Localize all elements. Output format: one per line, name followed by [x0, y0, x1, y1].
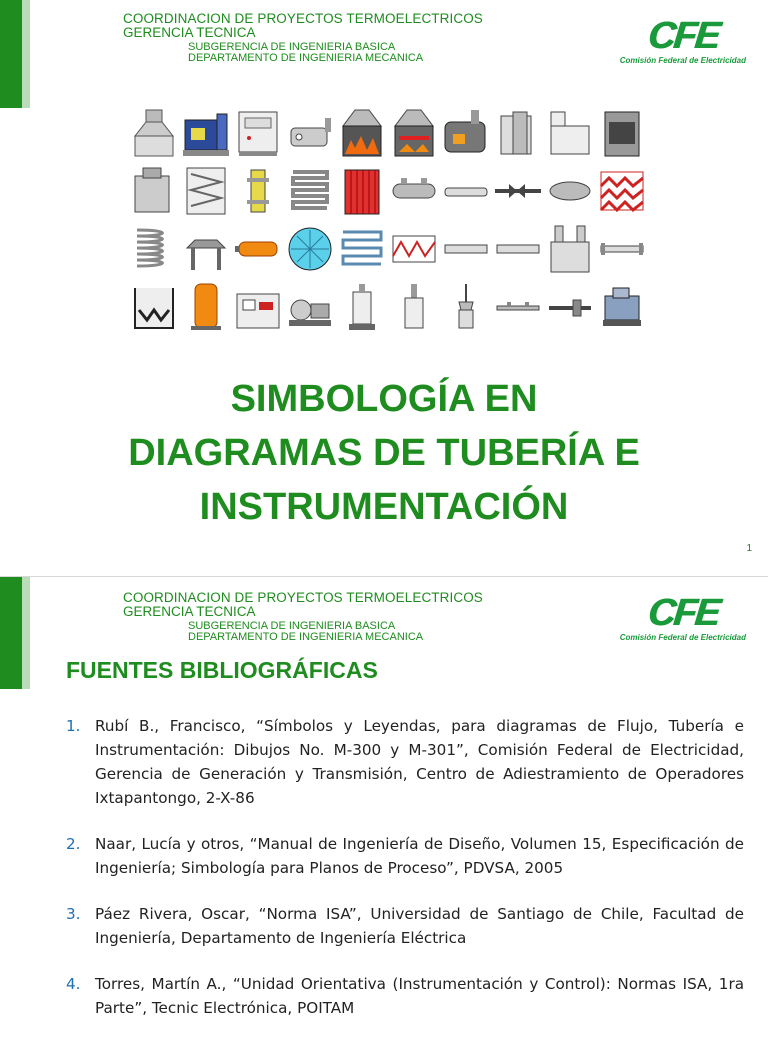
- blank-symbol: [648, 104, 700, 162]
- boiler-symbol: [180, 104, 232, 162]
- pump-symbol: [284, 278, 336, 336]
- compressor-symbol: [336, 278, 388, 336]
- stack-symbol: [128, 104, 180, 162]
- title-line-1: SIMBOLOGÍA EN: [230, 378, 538, 420]
- pipe-segment-symbol: [492, 220, 544, 278]
- pipe-segment-symbol: [440, 220, 492, 278]
- reference-text: Páez Rivera, Oscar, “Norma ISA”, Universidad de Santiago de Chile, Facultad de Ingeniería, Departamento de Ingeniería Eléctrica: [95, 905, 744, 947]
- cfe-logo-subtitle: Comisión Federal de Electricidad: [619, 56, 746, 65]
- furnace-symbol: [336, 104, 388, 162]
- reference-list: [66, 714, 744, 1042]
- heat-exchanger-plate-symbol: [180, 162, 232, 220]
- fired-heater-symbol: [388, 104, 440, 162]
- vessel-symbol: [544, 162, 596, 220]
- page-number: 1: [746, 543, 752, 554]
- oven-symbol: [596, 104, 648, 162]
- pipe-fitting-symbol: [596, 220, 648, 278]
- fan-symbol: [284, 220, 336, 278]
- generator-unit-symbol: [232, 278, 284, 336]
- header-line-3: SUBGERENCIA DE INGENIERIA BASICA: [188, 41, 396, 53]
- list-item: [66, 902, 744, 950]
- cfe-logo-subtitle: Comisión Federal de Electricidad: [619, 633, 746, 642]
- drum-symbol: [388, 162, 440, 220]
- reference-number: 3.: [66, 905, 81, 923]
- line-instrument-symbol: [492, 278, 544, 336]
- inline-valve-symbol: [544, 278, 596, 336]
- scrubber-symbol: [544, 220, 596, 278]
- sensor-probe-symbol: [440, 278, 492, 336]
- bibliography-title: FUENTES BIBLIOGRÁFICAS: [66, 657, 378, 683]
- cfe-logo: [619, 592, 746, 642]
- left-accent-bar: [0, 0, 22, 108]
- heating-element-symbol: [596, 162, 648, 220]
- cfe-logo: [619, 15, 746, 65]
- heater-bar-symbol: [232, 220, 284, 278]
- slide-1-title: [0, 372, 768, 534]
- header-line-3: SUBGERENCIA DE INGENIERIA BASICA: [188, 620, 396, 632]
- tank-cabinet-symbol: [492, 104, 544, 162]
- reference-text: Rubí B., Francisco, “Símbolos y Leyendas, para diagramas de Flujo, Tubería e Instrumentación: Dibujos No. M-300 y M-301”, Comisión Federal de Electricidad, Gerencia de Generación y Transmisión, Centro de Adiestramiento de Operadores Ixtapantongo, 2-X-86: [95, 717, 744, 807]
- incinerator-symbol: [440, 104, 492, 162]
- header-line-1: COORDINACION DE PROYECTOS TERMOELECTRICOS: [123, 11, 483, 26]
- stand-symbol: [180, 220, 232, 278]
- reference-number: 2.: [66, 835, 81, 853]
- filter-symbol: [232, 162, 284, 220]
- pipe-symbol: [440, 162, 492, 220]
- left-accent-bar: [0, 577, 22, 689]
- transformer-symbol: [128, 162, 180, 220]
- serpentine-coil-symbol: [336, 220, 388, 278]
- list-item: [66, 714, 744, 810]
- radiator-symbol: [336, 162, 388, 220]
- instrument-transmitter-symbol: [388, 278, 440, 336]
- cfe-logo-text: CFE: [645, 592, 721, 634]
- cabinet-symbol: [544, 104, 596, 162]
- header-line-4: DEPARTAMENTO DE INGENIERIA MECANICA: [188, 52, 424, 64]
- reference-number: 1.: [66, 717, 81, 735]
- title-line-2: DIAGRAMAS DE TUBERÍA E: [128, 432, 640, 474]
- heater-symbol: [284, 104, 336, 162]
- valve-line-symbol: [492, 162, 544, 220]
- reference-number: 4.: [66, 975, 81, 993]
- equipment-symbol-grid: [128, 104, 700, 336]
- list-item: [66, 832, 744, 880]
- reference-text: Torres, Martín A., “Unidad Orientativa (Instrumentación y Control): Normas ISA, 1ra Parte”, Tecnic Electrónica, POITAM: [95, 975, 744, 1017]
- header-line-2: GERENCIA TECNICA: [123, 603, 256, 619]
- blank-symbol: [648, 162, 700, 220]
- header-line-4: DEPARTAMENTO DE INGENIERIA MECANICA: [188, 631, 424, 643]
- header-line-2: GERENCIA TECNICA: [123, 24, 256, 40]
- control-panel-symbol: [232, 104, 284, 162]
- tank-agitator-symbol: [128, 278, 180, 336]
- blank-symbol: [648, 220, 700, 278]
- header-line-1: COORDINACION DE PROYECTOS TERMOELECTRICOS: [123, 590, 483, 605]
- blank-symbol: [648, 278, 700, 336]
- cfe-logo-text: CFE: [645, 15, 721, 57]
- zigzag-element-symbol: [388, 220, 440, 278]
- title-line-3: INSTRUMENTACIÓN: [199, 486, 569, 528]
- coil-symbol: [284, 162, 336, 220]
- spiral-coil-symbol: [128, 220, 180, 278]
- list-item: [66, 972, 744, 1020]
- turbine-symbol: [596, 278, 648, 336]
- slide-header: [123, 591, 483, 643]
- column-heater-symbol: [180, 278, 232, 336]
- slide-header: [123, 12, 483, 64]
- reference-text: Naar, Lucía y otros, “Manual de Ingeniería de Diseño, Volumen 15, Especificación de Ingeniería; Simbología para Planos de Proceso”, PDVSA, 2005: [95, 835, 744, 877]
